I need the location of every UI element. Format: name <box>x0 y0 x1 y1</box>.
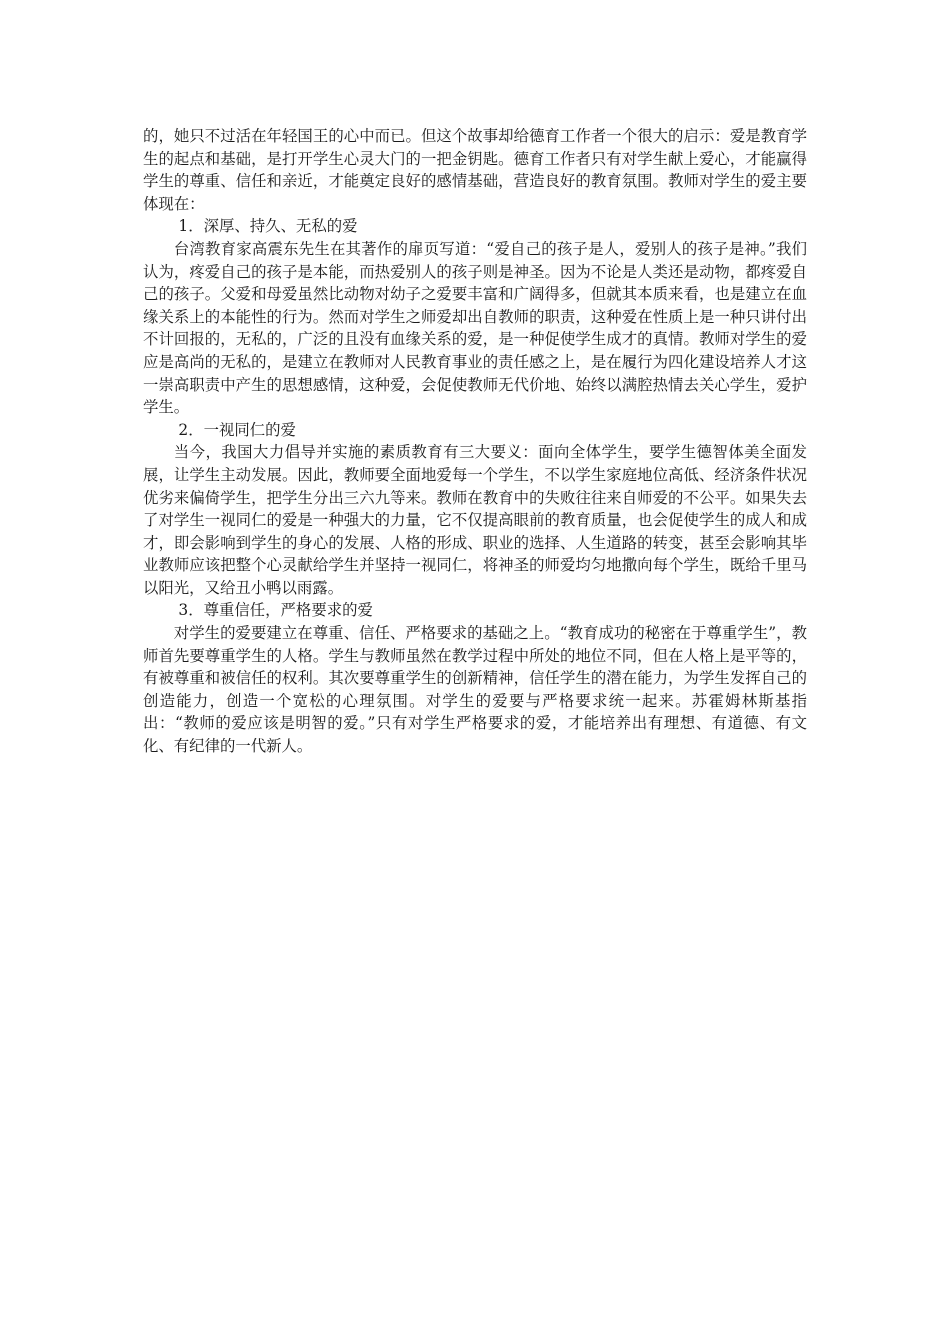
section-heading-2: 2．一视同仁的爱 <box>178 420 296 439</box>
paragraph-section-1: 台湾教育家高震东先生在其著作的扉页写道：“爱自己的孩子是人，爱别人的孩子是神。”我们认为，疼爱自己的孩子是本能，而热爱别人的孩子则是神圣。因为不论是人类还是动物，都疼爱自己的孩子。父爱和母爱虽然比动物对幼子之爱要丰富和广阔得多，但就其本质来看，也是建立在血缘关系上的本能性的行为。然而对学生之师爱却出自教师的职责，这种爱在性质上是一种只讲付出不计回报的，无私的，广泛的且没有血缘关系的爱，是一种促使学生成才的真情。教师对学生的爱应是高尚的无私的，是建立在教师对人民教育事业的责任感之上，是在履行为四化建设培养人才这一崇高职责中产生的思想感情，这种爱，会促使教师无代价地、始终以满腔热情去关心学生，爱护学生。 <box>143 239 807 417</box>
paragraph-intro: 的，她只不过活在年轻国王的心中而已。但这个故事却给德育工作者一个很大的启示：爱是教育学生的起点和基础，是打开学生心灵大门的一把金钥匙。德育工作者只有对学生献上爱心，才能赢得学生的尊重、信任和亲近，才能奠定良好的感情基础，营造良好的教育氛围。教师对学生的爱主要体现在： <box>143 127 807 213</box>
section-heading-1: 1．深厚、持久、无私的爱 <box>178 217 358 236</box>
section-heading-3: 3．尊重信任，严格要求的爱 <box>178 601 373 620</box>
document-body <box>143 125 807 758</box>
paragraph-section-3: 对学生的爱要建立在尊重、信任、严格要求的基础之上。“教育成功的秘密在于尊重学生”，教师首先要尊重学生的人格。学生与教师虽然在教学过程中所处的地位不同，但在人格上是平等的，有被尊重和被信任的权利。其次要尊重学生的创新精神，信任学生的潜在能力，为学生发挥自己的创造能力，创造一个宽松的心理氛围。对学生的爱要与严格要求统一起来。苏霍姆林斯基指出：“教师的爱应该是明智的爱。”只有对学生严格要求的爱，才能培养出有理想、有道德、有文化、有纪律的一代新人。 <box>143 624 807 756</box>
paragraph-section-2: 当今，我国大力倡导并实施的素质教育有三大要义：面向全体学生，要学生德智体美全面发展，让学生主动发展。因此，教师要全面地爱每一个学生，不以学生家庭地位高低、经济条件状况优劣来偏倚学生，把学生分出三六九等来。教师在教育中的失败往往来自师爱的不公平。如果失去了对学生一视同仁的爱是一种强大的力量，它不仅提高眼前的教育质量，也会促使学生的成人和成才，即会影响到学生的身心的发展、人格的形成、职业的选择、人生道路的转变，甚至会影响其毕业教师应该把整个心灵献给学生并坚持一视同仁，将神圣的师爱均匀地撒向每个学生，既给千里马以阳光，又给丑小鸭以雨露。 <box>143 443 807 597</box>
